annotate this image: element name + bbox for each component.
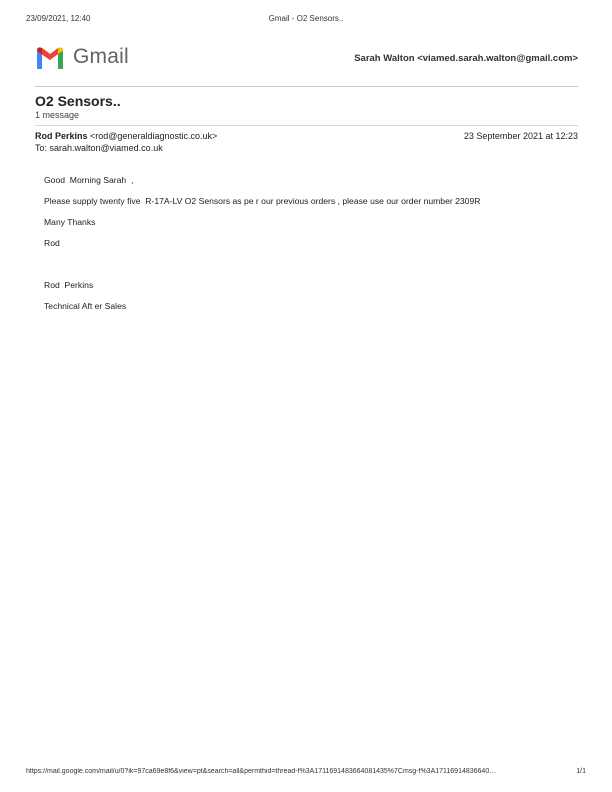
account-identity: Sarah Walton <viamed.sarah.walton@gmail.com> bbox=[354, 53, 578, 64]
signature-title: Technical Aft er Sales bbox=[44, 301, 127, 311]
signature-name: Rod Perkins bbox=[44, 280, 94, 290]
message-date: 23 September 2021 at 12:23 bbox=[463, 131, 578, 141]
body-line: Many Thanks bbox=[44, 217, 96, 227]
print-title: Gmail - O2 Sensors.. bbox=[268, 14, 344, 23]
message-count: 1 message bbox=[35, 110, 80, 120]
gmail-m-icon bbox=[35, 46, 65, 69]
thread-divider bbox=[35, 125, 578, 126]
sender-name: Rod Perkins bbox=[35, 131, 88, 141]
gmail-wordmark: Gmail bbox=[73, 45, 129, 68]
body-line: Rod bbox=[44, 238, 60, 248]
thread-subject: O2 Sensors.. bbox=[35, 93, 121, 109]
print-datetime: 23/09/2021, 12:40 bbox=[26, 14, 91, 23]
sender-email: <rod@generaldiagnostic.co.uk> bbox=[90, 131, 218, 141]
print-footer-page: 1/1 bbox=[576, 768, 586, 775]
message-recipient: To: sarah.walton@viamed.co.uk bbox=[35, 143, 163, 153]
message-sender bbox=[35, 131, 217, 141]
print-footer-url: https://mail.google.com/mail/u/0?ik=97ca69e8f6&view=pt&search=all&permthid=thread-f%3A1711691483664081435%7Cmsg-f%3A17116914836640… bbox=[26, 768, 497, 775]
gmail-logo bbox=[35, 44, 129, 70]
body-line: Good Morning Sarah , bbox=[44, 175, 134, 185]
print-header bbox=[26, 14, 586, 26]
header-divider bbox=[35, 86, 578, 87]
body-line: Please supply twenty five R-17A-LV O2 Sensors as pe r our previous orders , please use our order number 2309R bbox=[44, 196, 481, 206]
